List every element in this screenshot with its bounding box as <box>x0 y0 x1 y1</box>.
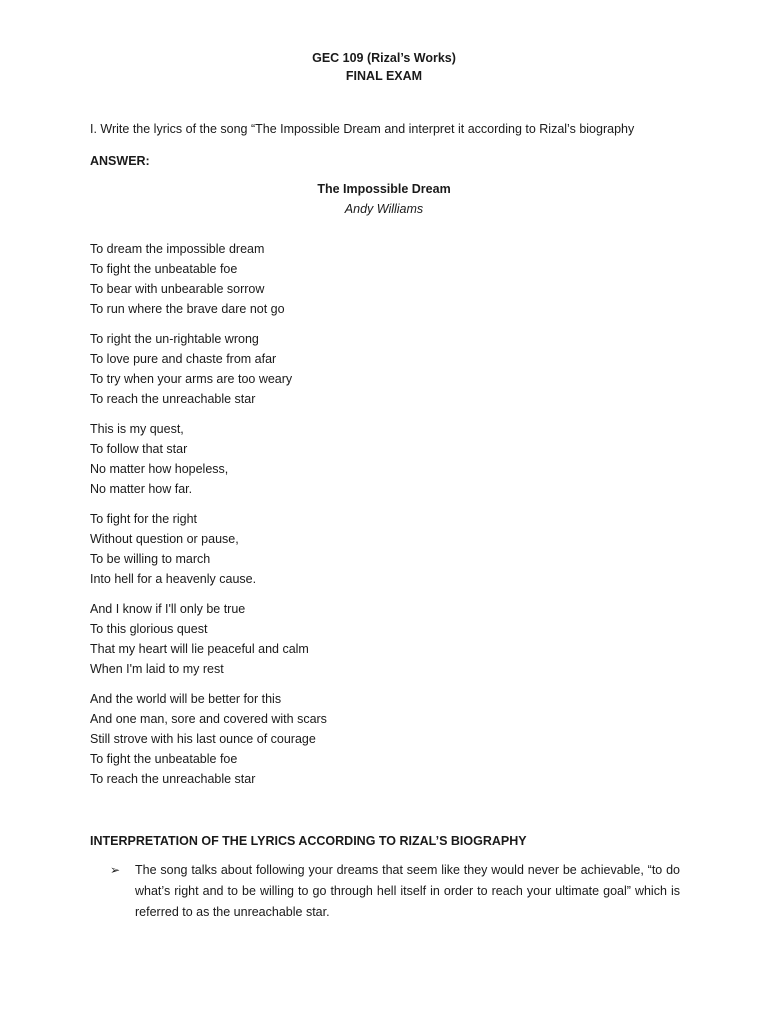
song-title: The Impossible Dream <box>317 182 451 196</box>
lyrics-line: To bear with unbearable sorrow <box>90 282 265 296</box>
interpretation-item <box>90 860 680 923</box>
lyrics-line: Still strove with his last ounce of courage <box>90 732 316 746</box>
arrowhead-bullet-icon: ➢ <box>110 863 121 877</box>
lyrics-line: And one man, sore and covered with scars <box>90 712 327 726</box>
lyrics-line: To fight for the right <box>90 512 198 526</box>
lyrics-stanza <box>90 239 690 319</box>
song-lyrics <box>90 239 690 799</box>
lyrics-line: To this glorious quest <box>90 622 208 636</box>
lyrics-line: To dream the impossible dream <box>90 242 265 256</box>
lyrics-line: To fight the unbeatable foe <box>90 262 238 276</box>
lyrics-line: Into hell for a heavenly cause. <box>90 572 257 586</box>
lyrics-line: No matter how hopeless, <box>90 462 229 476</box>
lyrics-stanza <box>90 689 690 789</box>
lyrics-line: To run where the brave dare not go <box>90 302 285 316</box>
lyrics-line: And the world will be better for this <box>90 692 282 706</box>
lyrics-line: Without question or pause, <box>90 532 239 546</box>
lyrics-line: That my heart will lie peaceful and calm <box>90 642 309 656</box>
lyrics-line: To be willing to march <box>90 552 211 566</box>
lyrics-line: To fight the unbeatable foe <box>90 752 238 766</box>
lyrics-line: To try when your arms are too weary <box>90 372 293 386</box>
course-title: GEC 109 (Rizal’s Works) <box>312 51 456 65</box>
lyrics-line: When I'm laid to my rest <box>90 662 224 676</box>
exam-title: FINAL EXAM <box>345 69 423 83</box>
lyrics-stanza <box>90 599 690 679</box>
lyrics-line: This is my quest, <box>90 422 184 436</box>
lyrics-stanza <box>90 509 690 589</box>
lyrics-stanza <box>90 419 690 499</box>
lyrics-line: No matter how far. <box>90 482 193 496</box>
interpretation-heading: INTERPRETATION OF THE LYRICS ACCORDING TO RIZAL’S BIOGRAPHY <box>90 834 527 848</box>
interpretation-text: The song talks about following your dreams that seem like they would never be achievable, “to do what’s right and to be willing to go through hell itself in order to reach your ultimate goal” which is referred to as the unreachable star. <box>135 863 680 919</box>
song-artist: Andy Williams <box>344 202 424 216</box>
answer-label: ANSWER: <box>90 154 150 168</box>
lyrics-line: And I know if I'll only be true <box>90 602 246 616</box>
exam-header <box>0 49 768 85</box>
lyrics-stanza <box>90 329 690 409</box>
lyrics-line: To love pure and chaste from afar <box>90 352 277 366</box>
lyrics-line: To reach the unreachable star <box>90 772 256 786</box>
interpretation-list <box>90 860 680 923</box>
lyrics-line: To reach the unreachable star <box>90 392 256 406</box>
lyrics-line: To follow that star <box>90 442 188 456</box>
exam-instruction: I. Write the lyrics of the song “The Impossible Dream and interpret it according to Rizal’s biography <box>90 122 635 136</box>
lyrics-line: To right the un-rightable wrong <box>90 332 259 346</box>
